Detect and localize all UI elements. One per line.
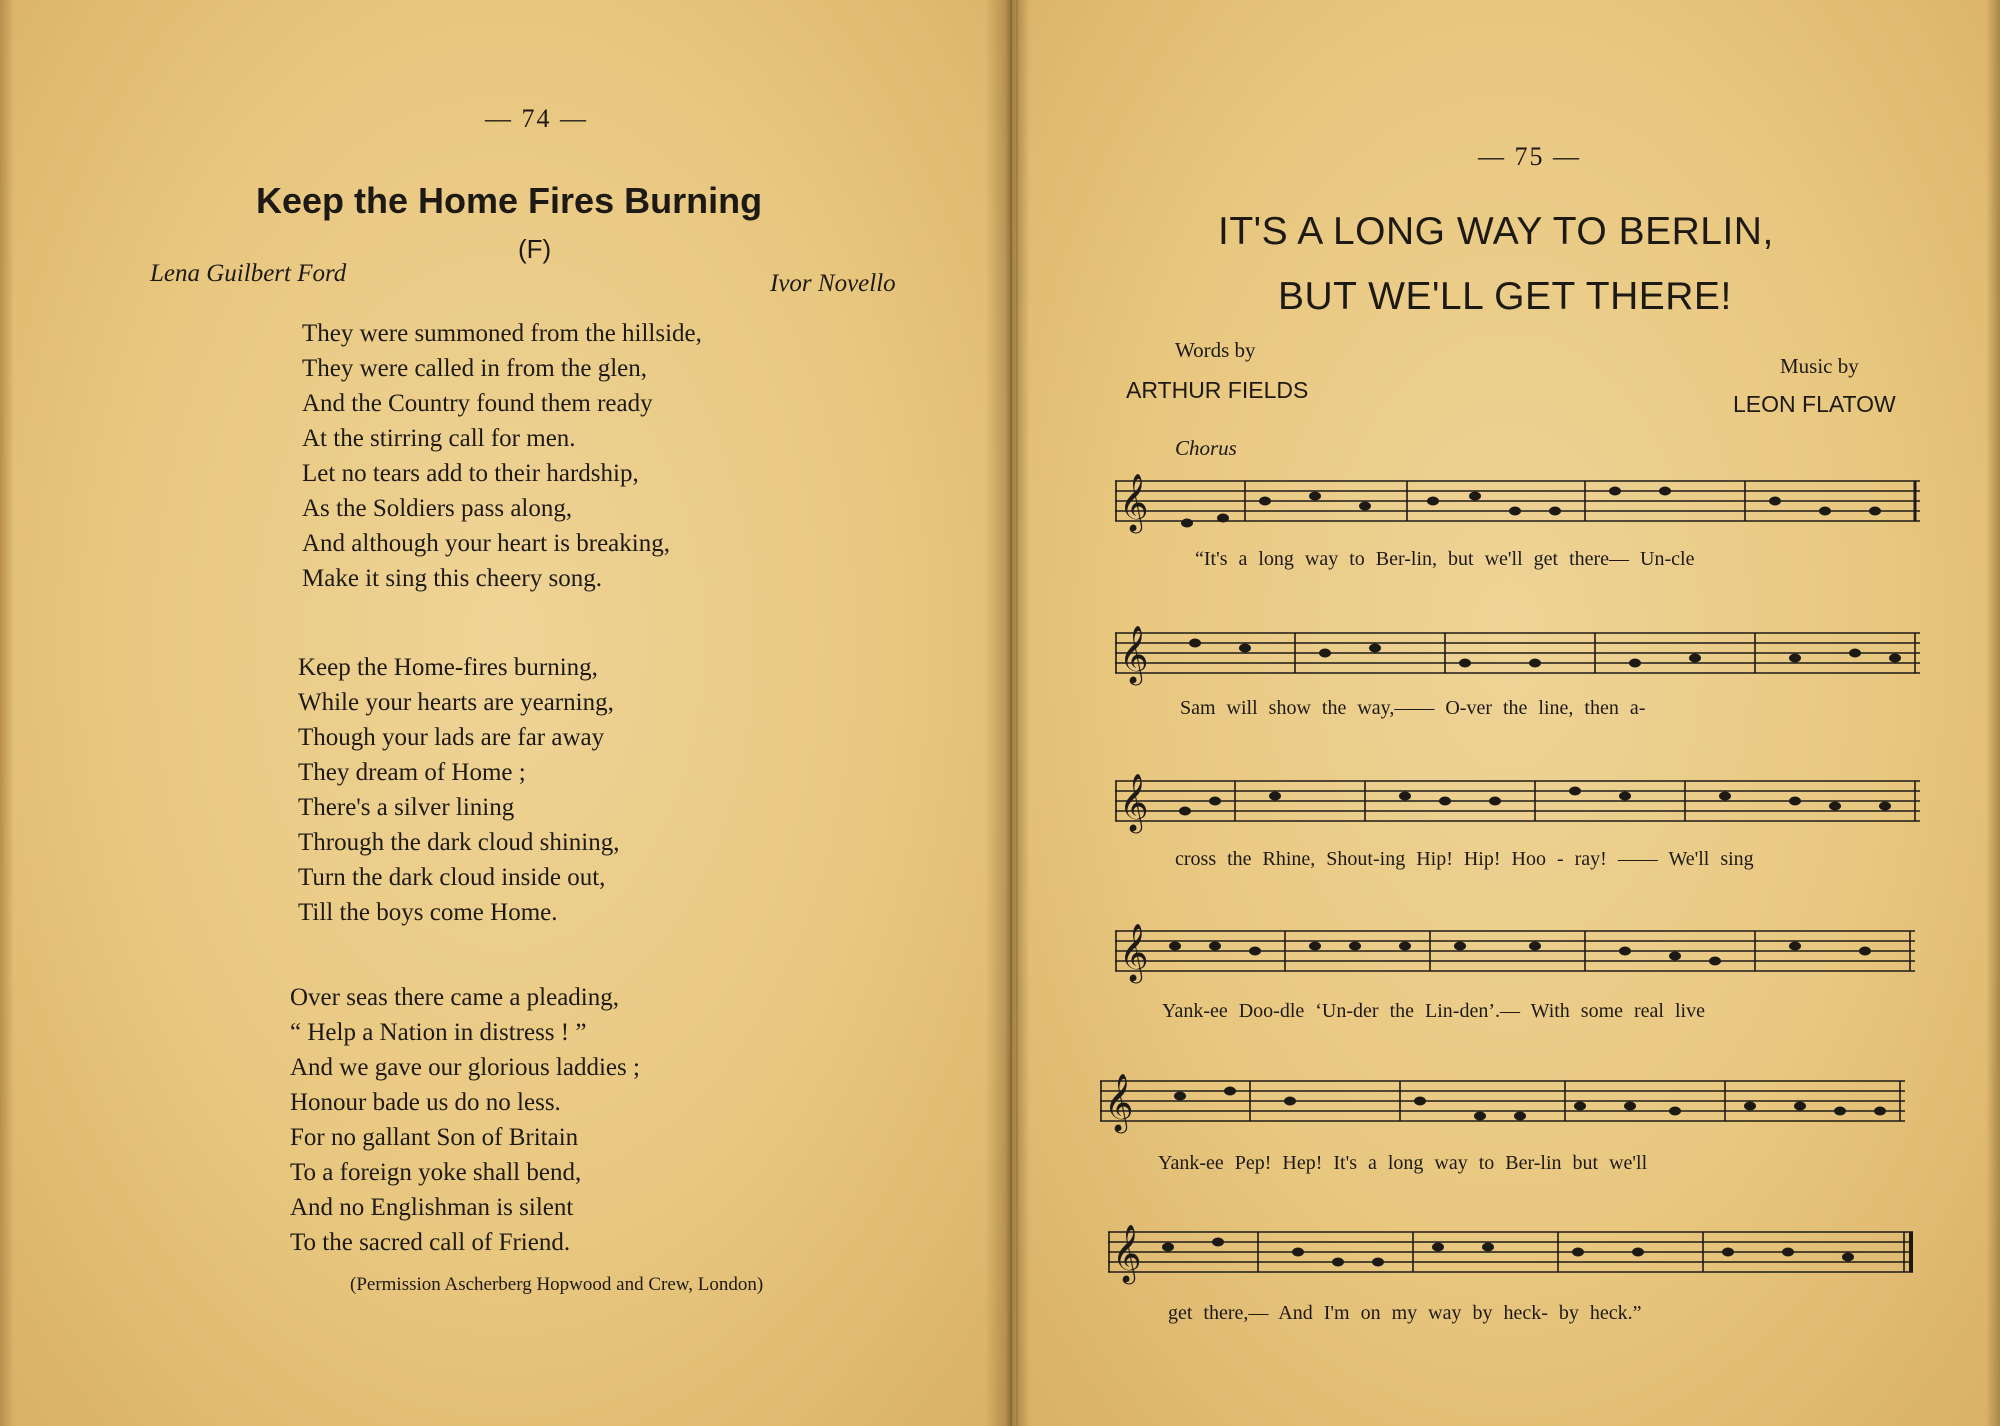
treble-clef-icon: 𝄞 — [1119, 473, 1149, 531]
right-song-title-line-1: IT'S A LONG WAY TO BERLIN, — [1218, 210, 1774, 253]
chorus-label: Chorus — [1175, 436, 1237, 460]
music-by-label: Music by — [1780, 354, 1859, 378]
right-song-title-line-2: BUT WE'LL GET THERE! — [1278, 275, 1732, 318]
verse-2 — [290, 980, 640, 1260]
music-staff-3 — [1115, 763, 1925, 843]
left-lyricist: Lena Guilbert Ford — [150, 260, 347, 287]
lyric-line-5: Yank-ee Pep! Hep! It's a long way to Ber-lin but we'll — [1158, 1152, 1648, 1174]
chorus-line-6: Through the dark cloud shining, — [298, 829, 620, 856]
lyric-line-3: cross the Rhine, Shout-ing Hip! Hip! Hoo - ray! —— We'll sing — [1175, 848, 1754, 870]
verse-2-line-2: “ Help a Nation in distress ! ” — [290, 1019, 587, 1046]
verse-2-line-4: Honour bade us do no less. — [290, 1089, 561, 1116]
chorus-line-1: Keep the Home-fires burning, — [298, 654, 598, 681]
lyric-line-6: get there,— And I'm on my way by heck- by heck.” — [1168, 1302, 1642, 1324]
verse-1-line-2: They were called in from the glen, — [302, 355, 647, 382]
book-gutter — [985, 0, 1030, 1426]
chorus-line-5: There's a silver lining — [298, 794, 515, 821]
lyric-line-4: Yank-ee Doo-dle ‘Un-der the Lin-den’.— With some real live — [1162, 1000, 1705, 1022]
song-key: (F) — [518, 234, 552, 264]
words-by-label: Words by — [1175, 338, 1256, 362]
treble-clef-icon: 𝄞 — [1119, 625, 1149, 683]
chorus-line-7: Turn the dark cloud inside out, — [298, 864, 606, 891]
right-composer: LEON FLATOW — [1733, 391, 1896, 417]
verse-2-line-6: To a foreign yoke shall bend, — [290, 1159, 582, 1186]
verse-2-line-3: And we gave our glorious laddies ; — [290, 1054, 640, 1081]
left-page-edge — [0, 0, 14, 1426]
verse-1 — [302, 316, 702, 596]
treble-clef-icon: 𝄞 — [1104, 1073, 1134, 1131]
music-staff-1 — [1115, 463, 1925, 543]
verse-1-line-3: And the Country found them ready — [302, 390, 653, 417]
right-page-number: — 75 — — [1478, 142, 1581, 171]
music-staff-2 — [1115, 615, 1925, 695]
chorus-line-4: They dream of Home ; — [298, 759, 526, 786]
right-page-edge — [1986, 0, 2000, 1426]
verse-1-line-7: And although your heart is breaking, — [302, 530, 670, 557]
left-page-number: — 74 — — [485, 104, 588, 133]
chorus-stanza — [298, 650, 619, 930]
verse-1-line-1: They were summoned from the hillside, — [302, 320, 702, 347]
verse-2-line-5: For no gallant Son of Britain — [290, 1124, 579, 1151]
verse-1-line-4: At the stirring call for men. — [302, 425, 576, 452]
verse-1-line-8: Make it sing this cheery song. — [302, 565, 602, 592]
music-staff-6 — [1108, 1214, 1918, 1294]
music-staff-4 — [1115, 913, 1925, 993]
permission-note: (Permission Ascherberg Hopwood and Crew, London) — [350, 1274, 764, 1295]
verse-1-line-6: As the Soldiers pass along, — [302, 495, 573, 522]
lyric-line-1: “It's a long way to Ber-lin, but we'll get there— Un-cle — [1195, 548, 1695, 570]
music-staff-5 — [1100, 1063, 1910, 1143]
verse-2-line-1: Over seas there came a pleading, — [290, 984, 620, 1011]
treble-clef-icon: 𝄞 — [1119, 923, 1149, 981]
treble-clef-icon: 𝄞 — [1119, 773, 1149, 831]
verse-1-line-5: Let no tears add to their hardship, — [302, 460, 639, 487]
verse-2-line-7: And no Englishman is silent — [290, 1194, 574, 1221]
left-song-title: Keep the Home Fires Burning — [256, 180, 763, 221]
left-composer: Ivor Novello — [770, 270, 896, 297]
right-lyricist: ARTHUR FIELDS — [1126, 377, 1309, 403]
chorus-line-3: Though your lads are far away — [298, 724, 605, 751]
treble-clef-icon: 𝄞 — [1112, 1224, 1142, 1282]
verse-2-line-8: To the sacred call of Friend. — [290, 1229, 571, 1256]
chorus-line-2: While your hearts are yearning, — [298, 689, 614, 716]
lyric-line-2: Sam will show the way,—— O-ver the line, then a- — [1180, 697, 1646, 719]
chorus-line-8: Till the boys come Home. — [298, 899, 558, 926]
